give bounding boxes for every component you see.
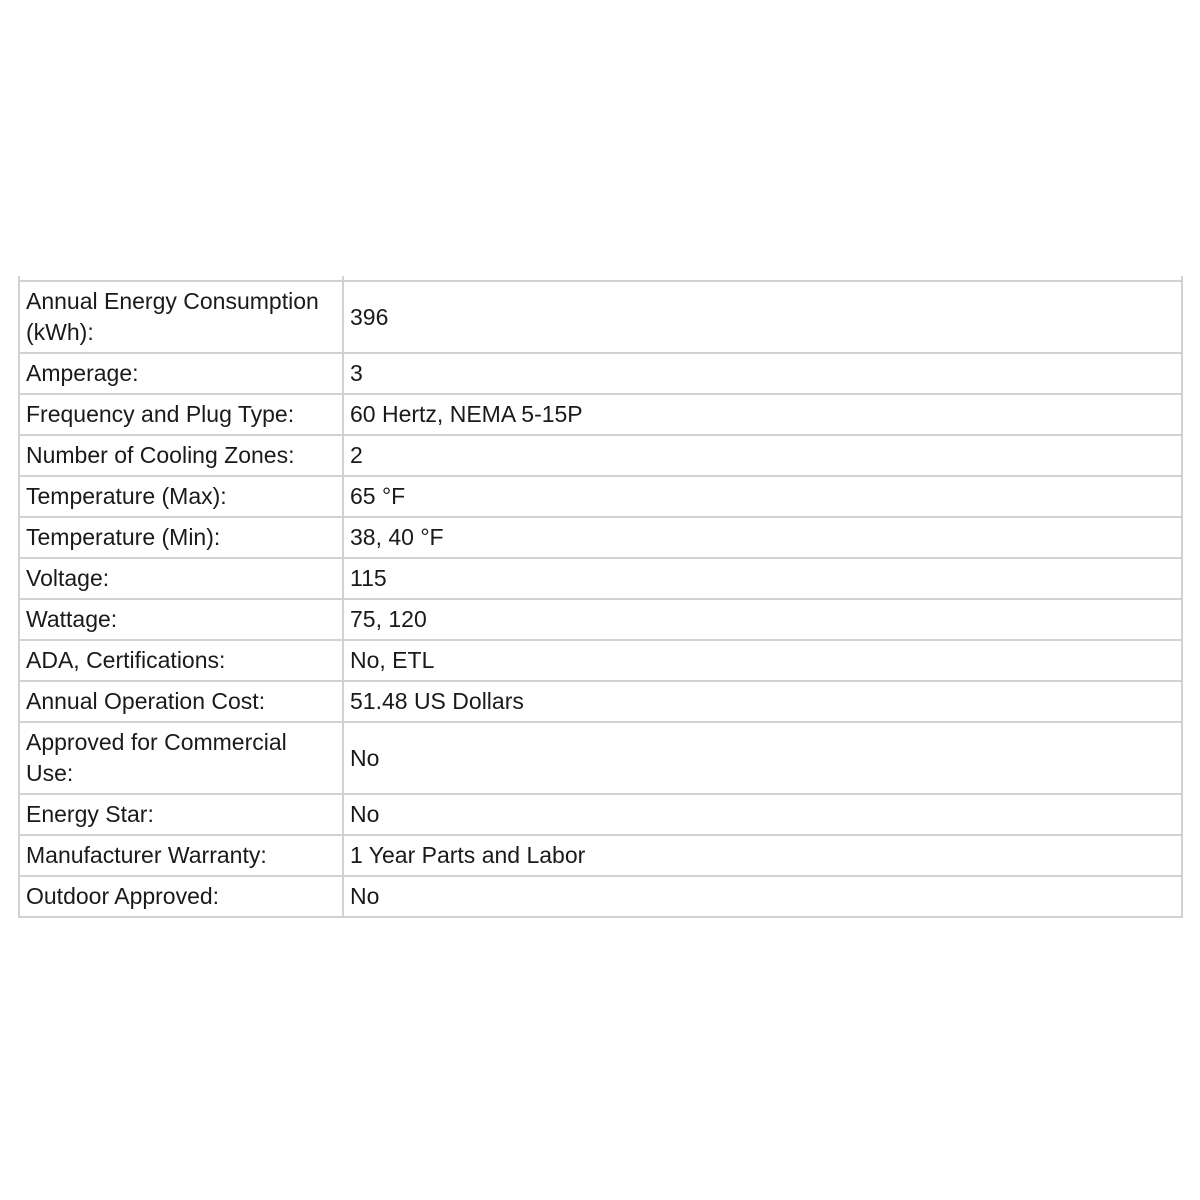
spec-label: Frequency and Plug Type: (19, 394, 343, 435)
table-row (19, 517, 1182, 558)
table-row (19, 558, 1182, 599)
table-row (19, 640, 1182, 681)
spec-value: No (343, 876, 1182, 917)
spec-value: 115 (343, 558, 1182, 599)
spec-value: 1 Year Parts and Labor (343, 835, 1182, 876)
spec-table (18, 280, 1183, 918)
table-top-edge (18, 276, 1183, 280)
spec-value: 60 Hertz, NEMA 5-15P (343, 394, 1182, 435)
spec-label: Amperage: (19, 353, 343, 394)
spec-label: ADA, Certifications: (19, 640, 343, 681)
spec-label: Wattage: (19, 599, 343, 640)
spec-value: 2 (343, 435, 1182, 476)
spec-value: 38, 40 °F (343, 517, 1182, 558)
table-row (19, 876, 1182, 917)
spec-label: Outdoor Approved: (19, 876, 343, 917)
spec-value: 65 °F (343, 476, 1182, 517)
spec-label: Temperature (Max): (19, 476, 343, 517)
spec-label: Approved for Commercial Use: (19, 722, 343, 794)
table-row (19, 599, 1182, 640)
table-row (19, 281, 1182, 353)
table-row (19, 722, 1182, 794)
table-row (19, 681, 1182, 722)
table-row (19, 394, 1182, 435)
table-row (19, 476, 1182, 517)
spec-label: Number of Cooling Zones: (19, 435, 343, 476)
spec-value: No (343, 794, 1182, 835)
spec-label: Annual Energy Consumption (kWh): (19, 281, 343, 353)
spec-label: Energy Star: (19, 794, 343, 835)
spec-value: 3 (343, 353, 1182, 394)
spec-value: 51.48 US Dollars (343, 681, 1182, 722)
spec-label: Manufacturer Warranty: (19, 835, 343, 876)
spec-value: No, ETL (343, 640, 1182, 681)
spec-label: Voltage: (19, 558, 343, 599)
table-row (19, 435, 1182, 476)
spec-label: Annual Operation Cost: (19, 681, 343, 722)
spec-value: 396 (343, 281, 1182, 353)
spec-value: 75, 120 (343, 599, 1182, 640)
spec-value: No (343, 722, 1182, 794)
table-row (19, 353, 1182, 394)
spec-table-container (18, 276, 1183, 918)
table-row (19, 835, 1182, 876)
table-row (19, 794, 1182, 835)
spec-label: Temperature (Min): (19, 517, 343, 558)
